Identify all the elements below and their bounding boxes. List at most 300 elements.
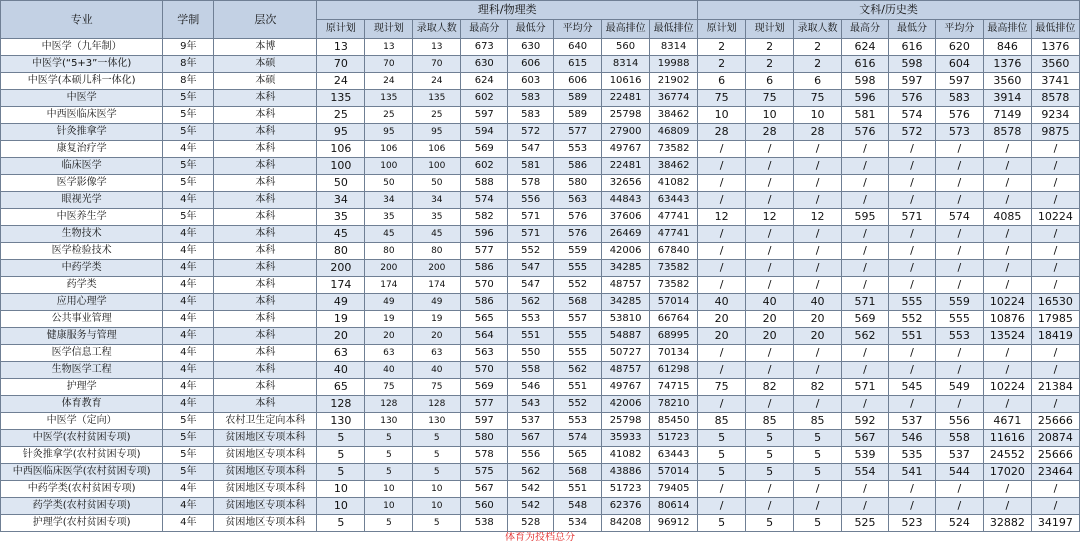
table-row	[1, 175, 1080, 192]
cell-arts-5: /	[935, 175, 983, 192]
cell-science-4: 547	[508, 260, 554, 277]
cell-science-4: 562	[508, 464, 554, 481]
table-row	[1, 226, 1080, 243]
cell-arts-1: /	[746, 158, 794, 175]
cell-science-0: 65	[317, 379, 365, 396]
cell-arts-5: /	[935, 481, 983, 498]
cell-arts-6: 11616	[983, 430, 1031, 447]
cell-arts-0: 5	[698, 464, 746, 481]
cell-duration: 4年	[163, 515, 214, 532]
cell-science-6: 37606	[602, 209, 650, 226]
table-row	[1, 379, 1080, 396]
cell-science-1: 10	[365, 481, 413, 498]
cell-science-0: 106	[317, 141, 365, 158]
cell-arts-3: 616	[842, 56, 889, 73]
cell-science-3: 569	[461, 141, 508, 158]
cell-duration: 4年	[163, 141, 214, 158]
cell-science-4: 572	[508, 124, 554, 141]
cell-arts-2: 75	[794, 90, 842, 107]
cell-science-4: 583	[508, 90, 554, 107]
cell-science-5: 568	[554, 294, 602, 311]
cell-science-6: 49767	[602, 141, 650, 158]
cell-arts-7: 16530	[1031, 294, 1079, 311]
cell-science-6: 62376	[602, 498, 650, 515]
cell-science-5: 552	[554, 277, 602, 294]
cell-arts-0: 5	[698, 430, 746, 447]
cell-arts-7: 10224	[1031, 209, 1079, 226]
cell-arts-2: 10	[794, 107, 842, 124]
cell-science-6: 32656	[602, 175, 650, 192]
cell-level: 本科	[214, 345, 317, 362]
cell-duration: 5年	[163, 413, 214, 430]
cell-arts-1: /	[746, 226, 794, 243]
cell-major: 中医学(农村贫困专项)	[1, 430, 163, 447]
cell-arts-6: /	[983, 345, 1031, 362]
cell-arts-4: 571	[888, 209, 935, 226]
table-row	[1, 515, 1080, 532]
cell-science-4: 630	[508, 39, 554, 56]
cell-science-2: 130	[413, 413, 461, 430]
cell-science-3: 596	[461, 226, 508, 243]
subheader-arts-3: 最高分	[842, 20, 889, 39]
cell-arts-6: /	[983, 158, 1031, 175]
cell-arts-0: /	[698, 175, 746, 192]
cell-arts-4: 537	[888, 413, 935, 430]
cell-major: 药学类	[1, 277, 163, 294]
cell-arts-1: /	[746, 277, 794, 294]
cell-science-0: 63	[317, 345, 365, 362]
subheader-science-2: 录取人数	[413, 20, 461, 39]
cell-arts-3: /	[842, 362, 889, 379]
cell-arts-5: /	[935, 277, 983, 294]
cell-science-3: 569	[461, 379, 508, 396]
cell-arts-5: 574	[935, 209, 983, 226]
cell-level: 本科	[214, 124, 317, 141]
cell-arts-7: /	[1031, 396, 1079, 413]
cell-science-0: 70	[317, 56, 365, 73]
cell-arts-7: 25666	[1031, 447, 1079, 464]
cell-science-4: 551	[508, 328, 554, 345]
cell-science-4: 546	[508, 379, 554, 396]
cell-science-4: 553	[508, 311, 554, 328]
cell-level: 本科	[214, 311, 317, 328]
cell-arts-2: 82	[794, 379, 842, 396]
cell-level: 农村卫生定向本科	[214, 413, 317, 430]
cell-arts-1: /	[746, 481, 794, 498]
cell-arts-0: 75	[698, 90, 746, 107]
cell-arts-4: 523	[888, 515, 935, 532]
cell-science-4: 578	[508, 175, 554, 192]
cell-science-1: 45	[365, 226, 413, 243]
cell-arts-3: /	[842, 141, 889, 158]
cell-arts-6: 32882	[983, 515, 1031, 532]
cell-duration: 8年	[163, 56, 214, 73]
cell-science-5: 576	[554, 226, 602, 243]
cell-arts-6: /	[983, 362, 1031, 379]
cell-arts-6: 4085	[983, 209, 1031, 226]
cell-arts-1: /	[746, 260, 794, 277]
cell-science-5: 562	[554, 362, 602, 379]
cell-science-2: 45	[413, 226, 461, 243]
cell-major: 医学检验技术	[1, 243, 163, 260]
cell-science-3: 570	[461, 277, 508, 294]
cell-arts-7: /	[1031, 277, 1079, 294]
cell-arts-7: 25666	[1031, 413, 1079, 430]
cell-science-7: 66764	[650, 311, 698, 328]
cell-level: 本科	[214, 260, 317, 277]
cell-science-1: 70	[365, 56, 413, 73]
cell-duration: 5年	[163, 175, 214, 192]
cell-arts-4: 574	[888, 107, 935, 124]
table-row	[1, 260, 1080, 277]
cell-science-7: 80614	[650, 498, 698, 515]
cell-arts-6: /	[983, 277, 1031, 294]
cell-science-0: 19	[317, 311, 365, 328]
cell-arts-2: 20	[794, 311, 842, 328]
cell-arts-3: 525	[842, 515, 889, 532]
table-row	[1, 447, 1080, 464]
cell-arts-5: 553	[935, 328, 983, 345]
table-row	[1, 464, 1080, 481]
cell-level: 贫困地区专项本科	[214, 447, 317, 464]
cell-arts-3: /	[842, 498, 889, 515]
cell-duration: 4年	[163, 481, 214, 498]
cell-arts-0: /	[698, 158, 746, 175]
cell-science-2: 95	[413, 124, 461, 141]
cell-arts-1: 5	[746, 430, 794, 447]
cell-major: 健康服务与管理	[1, 328, 163, 345]
cell-science-0: 24	[317, 73, 365, 90]
cell-arts-5: /	[935, 243, 983, 260]
cell-science-5: 586	[554, 158, 602, 175]
cell-arts-3: 576	[842, 124, 889, 141]
cell-science-2: 63	[413, 345, 461, 362]
cell-arts-3: 596	[842, 90, 889, 107]
cell-science-7: 96912	[650, 515, 698, 532]
cell-science-1: 40	[365, 362, 413, 379]
cell-duration: 5年	[163, 107, 214, 124]
cell-level: 本硕	[214, 56, 317, 73]
cell-major: 护理学	[1, 379, 163, 396]
header-duration: 学制	[163, 1, 214, 39]
cell-science-3: 580	[461, 430, 508, 447]
cell-arts-0: 5	[698, 515, 746, 532]
cell-arts-3: /	[842, 175, 889, 192]
cell-arts-2: /	[794, 192, 842, 209]
cell-science-2: 19	[413, 311, 461, 328]
cell-science-7: 46809	[650, 124, 698, 141]
cell-science-4: 552	[508, 243, 554, 260]
cell-science-0: 10	[317, 498, 365, 515]
cell-arts-4: /	[888, 158, 935, 175]
cell-science-5: 534	[554, 515, 602, 532]
cell-arts-3: 592	[842, 413, 889, 430]
cell-science-0: 50	[317, 175, 365, 192]
cell-science-2: 106	[413, 141, 461, 158]
cell-arts-2: /	[794, 362, 842, 379]
cell-science-1: 128	[365, 396, 413, 413]
cell-science-6: 48757	[602, 362, 650, 379]
cell-arts-5: 583	[935, 90, 983, 107]
cell-science-6: 42006	[602, 396, 650, 413]
cell-science-3: 577	[461, 243, 508, 260]
cell-arts-4: 616	[888, 39, 935, 56]
cell-arts-1: 20	[746, 311, 794, 328]
cell-science-5: 553	[554, 413, 602, 430]
cell-arts-0: 5	[698, 447, 746, 464]
cell-science-2: 5	[413, 515, 461, 532]
cell-science-0: 25	[317, 107, 365, 124]
subheader-science-5: 平均分	[554, 20, 602, 39]
cell-duration: 4年	[163, 294, 214, 311]
cell-science-1: 13	[365, 39, 413, 56]
cell-science-5: 555	[554, 328, 602, 345]
cell-science-1: 19	[365, 311, 413, 328]
cell-arts-4: 555	[888, 294, 935, 311]
cell-arts-3: 598	[842, 73, 889, 90]
cell-arts-6: 4671	[983, 413, 1031, 430]
cell-arts-6: 7149	[983, 107, 1031, 124]
cell-science-3: 588	[461, 175, 508, 192]
cell-arts-1: /	[746, 362, 794, 379]
cell-duration: 5年	[163, 158, 214, 175]
cell-arts-6: 3560	[983, 73, 1031, 90]
cell-arts-4: /	[888, 226, 935, 243]
cell-arts-4: 598	[888, 56, 935, 73]
cell-duration: 4年	[163, 379, 214, 396]
cell-level: 本科	[214, 277, 317, 294]
cell-arts-1: 75	[746, 90, 794, 107]
cell-science-1: 5	[365, 515, 413, 532]
cell-science-7: 51723	[650, 430, 698, 447]
cell-science-1: 24	[365, 73, 413, 90]
cell-major: 临床医学	[1, 158, 163, 175]
cell-arts-3: /	[842, 396, 889, 413]
cell-level: 本科	[214, 226, 317, 243]
cell-arts-4: /	[888, 192, 935, 209]
cell-arts-3: 567	[842, 430, 889, 447]
cell-science-3: 602	[461, 90, 508, 107]
cell-major: 应用心理学	[1, 294, 163, 311]
cell-arts-4: /	[888, 175, 935, 192]
cell-science-6: 42006	[602, 243, 650, 260]
cell-arts-7: /	[1031, 141, 1079, 158]
cell-duration: 5年	[163, 209, 214, 226]
cell-duration: 4年	[163, 345, 214, 362]
cell-science-2: 128	[413, 396, 461, 413]
cell-arts-2: 28	[794, 124, 842, 141]
cell-science-0: 5	[317, 447, 365, 464]
cell-arts-7: /	[1031, 192, 1079, 209]
cell-arts-2: /	[794, 141, 842, 158]
cell-science-2: 10	[413, 481, 461, 498]
cell-arts-4: 576	[888, 90, 935, 107]
cell-science-7: 73582	[650, 141, 698, 158]
cell-science-1: 20	[365, 328, 413, 345]
cell-science-0: 45	[317, 226, 365, 243]
cell-science-2: 174	[413, 277, 461, 294]
cell-arts-5: /	[935, 226, 983, 243]
cell-science-7: 61298	[650, 362, 698, 379]
cell-science-0: 174	[317, 277, 365, 294]
cell-arts-6: /	[983, 396, 1031, 413]
cell-arts-4: /	[888, 498, 935, 515]
cell-arts-5: 524	[935, 515, 983, 532]
table-row	[1, 39, 1080, 56]
cell-arts-2: /	[794, 481, 842, 498]
cell-duration: 4年	[163, 498, 214, 515]
footer-note: 体育为投档总分	[1, 532, 1080, 544]
cell-science-3: 630	[461, 56, 508, 73]
cell-science-1: 200	[365, 260, 413, 277]
table-row	[1, 294, 1080, 311]
cell-arts-5: 537	[935, 447, 983, 464]
cell-science-6: 43886	[602, 464, 650, 481]
table-row	[1, 243, 1080, 260]
cell-science-4: 562	[508, 294, 554, 311]
cell-arts-5: /	[935, 362, 983, 379]
cell-science-3: 578	[461, 447, 508, 464]
cell-arts-5: /	[935, 345, 983, 362]
cell-science-4: 606	[508, 56, 554, 73]
cell-science-5: 577	[554, 124, 602, 141]
cell-science-7: 73582	[650, 260, 698, 277]
cell-arts-6: /	[983, 260, 1031, 277]
cell-science-6: 560	[602, 39, 650, 56]
cell-arts-7: 9875	[1031, 124, 1079, 141]
cell-arts-0: /	[698, 362, 746, 379]
subheader-arts-7: 最低排位	[1031, 20, 1079, 39]
subheader-science-0: 原计划	[317, 20, 365, 39]
cell-science-5: 568	[554, 464, 602, 481]
cell-science-4: 542	[508, 481, 554, 498]
cell-science-7: 47741	[650, 226, 698, 243]
cell-science-7: 47741	[650, 209, 698, 226]
cell-arts-2: 2	[794, 56, 842, 73]
cell-science-7: 74715	[650, 379, 698, 396]
cell-arts-1: 20	[746, 328, 794, 345]
cell-duration: 4年	[163, 311, 214, 328]
cell-science-0: 13	[317, 39, 365, 56]
cell-level: 本科	[214, 141, 317, 158]
cell-science-0: 95	[317, 124, 365, 141]
table-row	[1, 124, 1080, 141]
table-row	[1, 209, 1080, 226]
cell-science-5: 589	[554, 90, 602, 107]
table-row	[1, 362, 1080, 379]
cell-science-6: 50727	[602, 345, 650, 362]
cell-arts-5: 620	[935, 39, 983, 56]
cell-arts-2: /	[794, 175, 842, 192]
cell-arts-6: 846	[983, 39, 1031, 56]
cell-science-1: 35	[365, 209, 413, 226]
cell-arts-1: 10	[746, 107, 794, 124]
cell-science-3: 577	[461, 396, 508, 413]
cell-major: 康复治疗学	[1, 141, 163, 158]
cell-arts-7: 21384	[1031, 379, 1079, 396]
cell-science-3: 575	[461, 464, 508, 481]
cell-science-2: 34	[413, 192, 461, 209]
cell-science-6: 34285	[602, 260, 650, 277]
table-row	[1, 90, 1080, 107]
cell-science-5: 615	[554, 56, 602, 73]
cell-science-3: 582	[461, 209, 508, 226]
cell-arts-5: /	[935, 141, 983, 158]
cell-arts-4: /	[888, 362, 935, 379]
cell-science-2: 25	[413, 107, 461, 124]
cell-science-2: 35	[413, 209, 461, 226]
cell-arts-3: 554	[842, 464, 889, 481]
cell-arts-0: /	[698, 192, 746, 209]
cell-major: 药学类(农村贫困专项)	[1, 498, 163, 515]
cell-science-2: 100	[413, 158, 461, 175]
cell-level: 本科	[214, 243, 317, 260]
cell-science-5: 640	[554, 39, 602, 56]
cell-science-1: 49	[365, 294, 413, 311]
cell-science-5: 589	[554, 107, 602, 124]
cell-arts-4: /	[888, 345, 935, 362]
cell-level: 本科	[214, 158, 317, 175]
cell-duration: 4年	[163, 192, 214, 209]
cell-science-1: 95	[365, 124, 413, 141]
cell-science-5: 606	[554, 73, 602, 90]
cell-duration: 4年	[163, 396, 214, 413]
cell-duration: 5年	[163, 430, 214, 447]
cell-science-7: 73582	[650, 277, 698, 294]
cell-science-0: 35	[317, 209, 365, 226]
cell-major: 中西医临床医学(农村贫困专项)	[1, 464, 163, 481]
cell-arts-1: 40	[746, 294, 794, 311]
table-row	[1, 481, 1080, 498]
cell-science-0: 20	[317, 328, 365, 345]
cell-major: 中药学类	[1, 260, 163, 277]
cell-arts-3: 571	[842, 294, 889, 311]
cell-science-6: 35933	[602, 430, 650, 447]
cell-science-6: 27900	[602, 124, 650, 141]
cell-arts-4: 551	[888, 328, 935, 345]
cell-arts-3: /	[842, 481, 889, 498]
cell-major: 眼视光学	[1, 192, 163, 209]
table-row	[1, 107, 1080, 124]
cell-major: 体育教育	[1, 396, 163, 413]
cell-major: 中药学类(农村贫困专项)	[1, 481, 163, 498]
cell-science-3: 564	[461, 328, 508, 345]
cell-duration: 5年	[163, 90, 214, 107]
cell-level: 本科	[214, 192, 317, 209]
cell-arts-7: /	[1031, 158, 1079, 175]
cell-science-0: 5	[317, 464, 365, 481]
cell-science-5: 565	[554, 447, 602, 464]
cell-arts-2: 20	[794, 328, 842, 345]
cell-science-7: 38462	[650, 158, 698, 175]
cell-science-4: 528	[508, 515, 554, 532]
cell-science-0: 5	[317, 430, 365, 447]
cell-science-1: 5	[365, 430, 413, 447]
header-major: 专业	[1, 1, 163, 39]
cell-arts-7: 18419	[1031, 328, 1079, 345]
cell-major: 中医学(本硕儿科一体化)	[1, 73, 163, 90]
cell-arts-4: 541	[888, 464, 935, 481]
cell-science-1: 174	[365, 277, 413, 294]
cell-science-6: 8314	[602, 56, 650, 73]
cell-arts-4: 546	[888, 430, 935, 447]
cell-arts-2: 6	[794, 73, 842, 90]
cell-science-2: 5	[413, 430, 461, 447]
cell-arts-5: 559	[935, 294, 983, 311]
cell-science-6: 34285	[602, 294, 650, 311]
cell-level: 本博	[214, 39, 317, 56]
cell-arts-7: /	[1031, 345, 1079, 362]
